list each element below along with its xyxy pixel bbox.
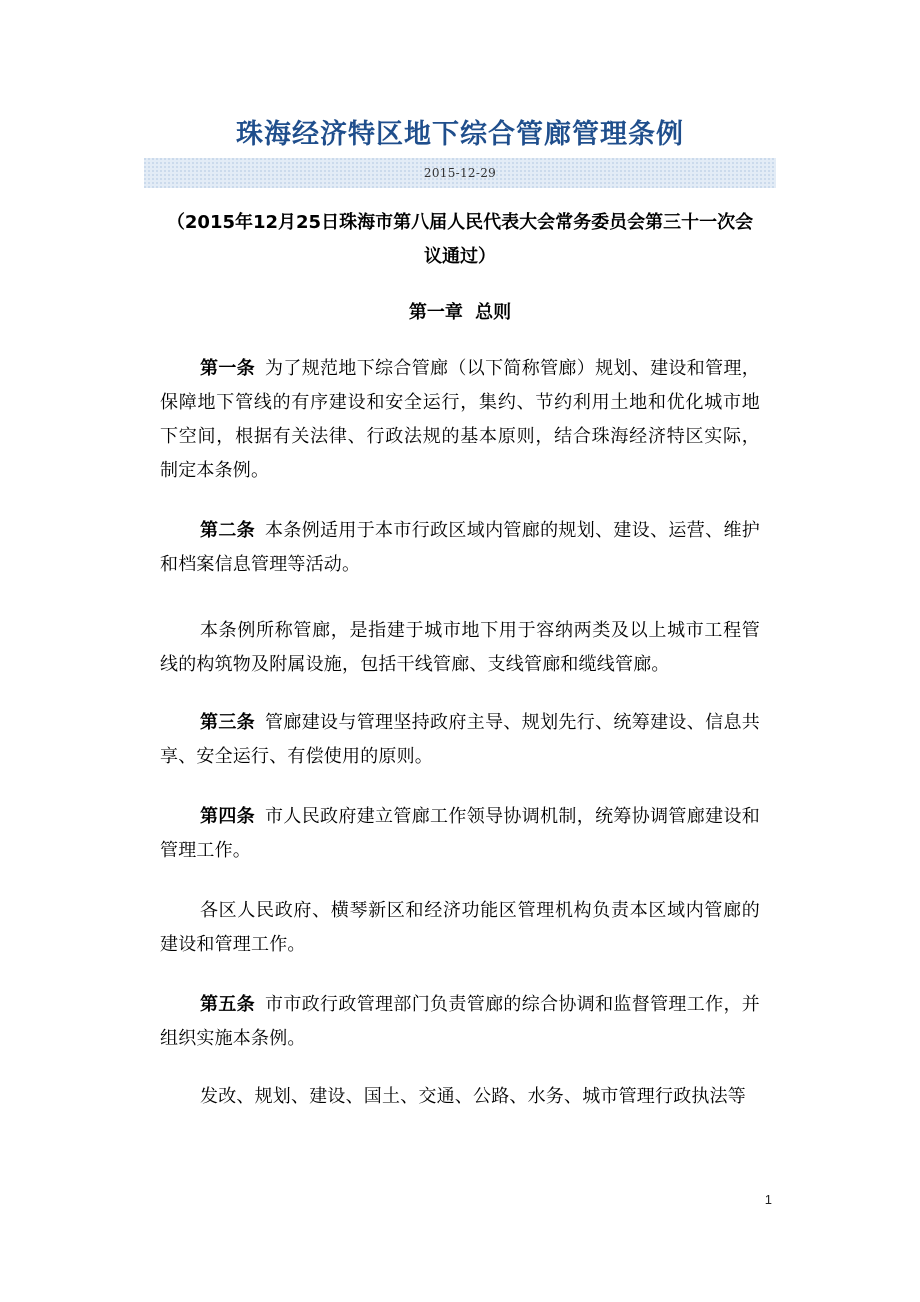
page-number: 1 [764,1192,772,1207]
article-paragraph [160,988,760,1056]
article-paragraph [160,514,760,582]
article-number: 第五条 [200,994,256,1015]
body-paragraph [160,1080,760,1114]
article-text: 市人民政府建立管廊工作领导协调机制，统筹协调管廊建设和管理工作。 [160,806,760,861]
chapter-heading: 第一章 总则 [408,302,512,323]
article-text: 管廊建设与管理坚持政府主导、规划先行、统筹建设、信息共享、安全运行、有偿使用的原则。 [160,712,760,767]
article-text: 为了规范地下综合管廊（以下简称管廊）规划、建设和管理，保障地下管线的有序建设和安全运行，集约、节约利用土地和优化城市地下空间，根据有关法律、行政法规的基本原则，结合珠海经济特区实际，制定本条例。 [160,358,760,481]
article-paragraph [160,800,760,868]
article-number: 第二条 [200,520,256,541]
body-paragraph [160,614,760,682]
article-number: 第四条 [200,806,256,827]
paragraph-text: 发改、规划、建设、国土、交通、公路、水务、城市管理行政执法等 [200,1086,746,1107]
publish-date: 2015-12-29 [423,166,497,180]
adoption-note: （2015年12月25日珠海市第八届人民代表大会常务委员会第三十一次会议通过） [166,212,754,267]
article-text: 市市政行政管理部门负责管廊的综合协调和监督管理工作，并组织实施本条例。 [160,994,760,1049]
paragraph-text: 本条例所称管廊，是指建于城市地下用于容纳两类及以上城市工程管线的构筑物及附属设施，包括干线管廊、支线管廊和缆线管廊。 [160,620,760,675]
article-paragraph [160,352,760,488]
body-paragraph [160,894,760,962]
document-title: 珠海经济特区地下综合管廊管理条例 [236,119,684,150]
article-paragraph [160,706,760,774]
date-band [144,158,776,188]
paragraph-text: 各区人民政府、横琴新区和经济功能区管理机构负责本区域内管廊的建设和管理工作。 [160,900,760,955]
article-number: 第三条 [200,712,256,733]
article-text: 本条例适用于本市行政区域内管廊的规划、建设、运营、维护和档案信息管理等活动。 [160,520,760,575]
article-number: 第一条 [200,358,256,379]
